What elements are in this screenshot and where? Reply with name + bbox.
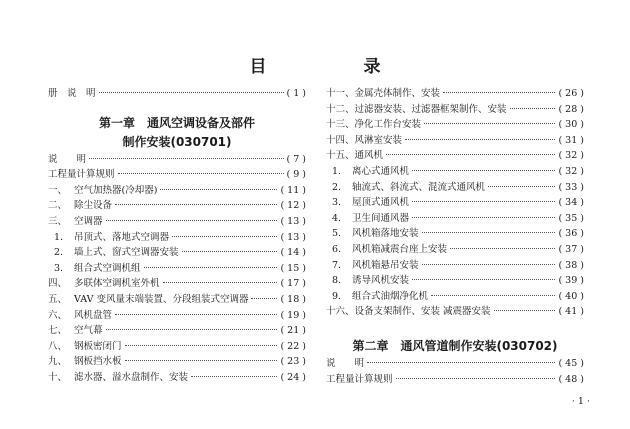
toc-entry <box>48 261 306 277</box>
toc-entry-number: 十一、 <box>326 88 355 99</box>
toc-entry <box>48 230 306 246</box>
toc-entry-number: 九、 <box>48 356 68 368</box>
toc-entry-title: 卫生间通风器 <box>352 212 410 224</box>
toc-entry-page: ( 31 ) <box>558 134 584 146</box>
toc-entry <box>326 117 584 133</box>
dot-leader <box>422 264 556 265</box>
toc-entry-page: ( 12 ) <box>280 200 306 212</box>
toc-entry <box>326 133 584 149</box>
dot-leader <box>396 378 556 379</box>
page-number: · 1 · <box>571 396 590 407</box>
toc-entry <box>326 226 584 242</box>
toc-entry <box>48 339 306 355</box>
dot-leader <box>125 360 278 361</box>
toc-entry-title: 组合式空调机组 <box>74 262 141 274</box>
toc-entry-page: ( 11 ) <box>280 184 306 196</box>
toc-entry-number: 5. <box>332 228 342 240</box>
dot-leader <box>510 108 556 109</box>
toc-entry-title: 诱导风机安装 <box>352 275 410 287</box>
toc-entry-title: 工程量计算规则 <box>48 169 115 181</box>
toc-entry-number: 4. <box>332 212 342 224</box>
dot-leader <box>422 232 556 233</box>
dot-leader <box>160 189 277 190</box>
dot-leader <box>488 186 555 187</box>
toc-entry-title: 风淋室安装 <box>354 134 403 146</box>
toc-entry-number: 1. <box>332 165 342 177</box>
toc-entry-page: ( 23 ) <box>280 356 306 368</box>
toc-entry-title: 离心式通风机 <box>352 165 410 177</box>
toc-entry <box>326 164 584 180</box>
toc-entry <box>48 214 306 230</box>
dot-leader <box>106 329 278 330</box>
toc-entry-number: 八、 <box>48 340 68 352</box>
toc-entry-page: ( 14 ) <box>280 247 306 259</box>
dot-leader <box>191 376 277 377</box>
dot-leader <box>412 279 555 280</box>
toc-entry <box>48 152 306 168</box>
toc-entry-title: 空调器 <box>74 215 103 227</box>
toc-entry-page: ( 40 ) <box>558 290 584 302</box>
dot-leader <box>494 310 556 311</box>
toc-entry-title: 净化工作台安装 <box>354 119 422 131</box>
toc-entry <box>326 102 584 118</box>
toc-entry-title: 屋顶式通风机 <box>352 197 410 209</box>
dot-leader <box>106 220 278 221</box>
dot-leader <box>163 282 278 283</box>
chapter1-heading-line1: 第一章 通风空调设备及部件 <box>98 115 255 130</box>
toc-entry-title: 钢板挡水板 <box>74 356 122 368</box>
toc-entry-page: ( 13 ) <box>280 231 306 243</box>
toc-entry-title: 滤水器、溢水盘制作、安装 <box>74 371 189 383</box>
toc-entry <box>48 292 306 308</box>
dot-leader <box>89 158 283 159</box>
toc-entry-title: 空气幕 <box>74 325 103 337</box>
toc-entry-number: 1. <box>54 231 64 243</box>
toc-entry <box>48 198 306 214</box>
toc-entry-number: 三、 <box>48 215 68 227</box>
toc-entry-number: 9. <box>332 290 342 302</box>
toc-entry-number: 十五、 <box>326 150 355 162</box>
toc-entry <box>48 245 306 261</box>
toc-entry <box>326 289 584 305</box>
toc-entry-page: ( 28 ) <box>558 103 584 115</box>
toc-entry-number: 一、 <box>48 184 68 196</box>
toc-entry-page: ( 15 ) <box>280 262 306 274</box>
dot-leader <box>144 267 278 268</box>
toc-entry-page: ( 9 ) <box>286 169 306 181</box>
toc-entry-page: ( 30 ) <box>558 119 584 131</box>
toc-entry-page: ( 34 ) <box>558 197 584 209</box>
dot-leader <box>251 298 277 299</box>
toc-entry-title: 空气加热器(冷却器) <box>74 184 158 196</box>
toc-entry-number: 8. <box>332 275 342 287</box>
toc-entry <box>326 195 584 211</box>
toc-entry-title: 风机箱减震台座上安装 <box>352 243 448 255</box>
toc-entry-number: 7. <box>332 259 342 271</box>
toc-entry <box>48 370 306 386</box>
dot-leader <box>125 345 278 346</box>
toc-entry-number: 十六、 <box>326 306 355 318</box>
toc-entry-title: 吊顶式、落地式空调器 <box>74 231 170 243</box>
toc-entry-title: 轴流式、斜流式、混流式通风机 <box>352 181 486 193</box>
dot-leader <box>443 92 555 93</box>
toc-entry-number: 六、 <box>48 309 68 321</box>
toc-entry <box>326 258 584 274</box>
toc-entry-title: 墙上式、窗式空调器安装 <box>74 247 179 259</box>
toc-entry-number: 2. <box>54 247 64 259</box>
dot-leader <box>118 173 284 174</box>
dot-leader <box>182 251 278 252</box>
toc-left-column <box>48 86 306 386</box>
toc-entry-page: ( 22 ) <box>280 340 306 352</box>
toc-entry <box>326 180 584 196</box>
toc-entry-page: ( 7 ) <box>286 153 306 165</box>
toc-entry-page: ( 39 ) <box>558 275 584 287</box>
toc-entry-number: 十四、 <box>326 134 355 146</box>
toc-entry-number: 3. <box>54 262 64 274</box>
toc-entry <box>48 183 306 199</box>
toc-entry-page: ( 32 ) <box>558 150 584 162</box>
dot-leader <box>412 217 555 218</box>
toc-entry-number: 3. <box>332 197 342 209</box>
toc-entry <box>326 356 584 372</box>
toc-entry-number: 十三、 <box>326 119 355 131</box>
toc-entry-title: 工程量计算规则 <box>326 373 393 385</box>
toc-entry <box>326 148 584 164</box>
dot-leader <box>424 123 555 124</box>
toc-entry-page: ( 24 ) <box>280 371 306 383</box>
dot-leader <box>405 139 555 140</box>
dot-leader <box>367 362 555 363</box>
toc-entry-title: 设备支架制作、安装 减震器安装 <box>354 306 491 318</box>
toc-entry-title: 说 明 <box>326 357 365 369</box>
toc-entry-title: 组合式油烟净化机 <box>352 290 429 302</box>
toc-entry-title: 多联体空调机室外机 <box>74 278 160 290</box>
dot-leader <box>99 92 284 93</box>
toc-entry-page: ( 35 ) <box>558 212 584 224</box>
toc-entry-page: ( 32 ) <box>558 165 584 177</box>
toc-entry <box>326 242 584 258</box>
toc-entry <box>48 276 306 292</box>
dot-leader <box>386 154 555 155</box>
toc-entry <box>48 86 306 102</box>
toc-entry-page: ( 1 ) <box>286 88 306 99</box>
toc-entry-title: 过滤器安装、过滤器框架制作、安装 <box>354 103 507 115</box>
toc-entry <box>48 354 306 370</box>
toc-entry-number: 6. <box>332 243 342 255</box>
dot-leader <box>115 314 277 315</box>
toc-entry-page: ( 41 ) <box>558 306 584 318</box>
toc-entry-title: 册 说 明 <box>48 88 96 99</box>
toc-entry-title: 风机箱悬吊安装 <box>352 259 419 271</box>
dot-leader <box>450 248 555 249</box>
toc-entry-number: 2. <box>332 181 342 193</box>
toc-entry-page: ( 21 ) <box>280 325 306 337</box>
toc-entry-page: ( 33 ) <box>558 181 584 193</box>
toc-entry-number: 十、 <box>48 371 68 383</box>
toc-entry <box>326 86 584 102</box>
toc-entry-number: 四、 <box>48 278 68 290</box>
dot-leader <box>412 170 555 171</box>
toc-entry-title: 钢板密闭门 <box>74 340 122 352</box>
toc-entry-page: ( 26 ) <box>558 88 584 99</box>
toc-entry-page: ( 19 ) <box>280 309 306 321</box>
toc-entry-title: 通风机 <box>354 150 384 162</box>
toc-entry-page: ( 17 ) <box>280 278 306 290</box>
toc-entry-number: 七、 <box>48 325 68 337</box>
dot-leader <box>412 201 555 202</box>
toc-right-column <box>326 86 584 387</box>
toc-entry-number: 五、 <box>48 293 68 305</box>
dot-leader <box>431 295 555 296</box>
toc-entry-page: ( 37 ) <box>558 243 584 255</box>
dot-leader <box>172 236 277 237</box>
toc-entry <box>48 167 306 183</box>
dot-leader <box>115 204 277 205</box>
toc-entry-title: 风机箱落地安装 <box>352 228 419 240</box>
toc-entry-page: ( 48 ) <box>558 373 584 385</box>
toc-entry-title: 说 明 <box>48 153 87 165</box>
toc-entry <box>326 372 584 388</box>
toc-entry-page: ( 36 ) <box>558 228 584 240</box>
toc-entry-page: ( 38 ) <box>558 259 584 271</box>
toc-entry-page: ( 45 ) <box>558 357 584 369</box>
page-title: 目 录 <box>249 57 421 77</box>
toc-entry <box>48 323 306 339</box>
toc-entry-number: 二、 <box>48 200 68 212</box>
toc-entry <box>48 308 306 324</box>
toc-entry-title: 风机盘管 <box>74 309 113 321</box>
chapter1-heading-line2: 制作安装(030701) <box>122 134 232 149</box>
toc-entry <box>326 211 584 227</box>
chapter2-heading: 第二章 通风管道制作安装(030702) <box>352 338 558 353</box>
toc-entry-title: VAV 变风量末端装置、分段组装式空调器 <box>74 293 249 305</box>
toc-entry-title: 除尘设备 <box>74 200 113 212</box>
toc-entry-page: ( 13 ) <box>280 215 306 227</box>
toc-entry <box>326 304 584 320</box>
toc-entry-number: 十二、 <box>326 103 355 115</box>
toc-entry-page: ( 18 ) <box>280 293 306 305</box>
toc-entry <box>326 273 584 289</box>
toc-entry-title: 金属壳体制作、安装 <box>354 88 441 99</box>
